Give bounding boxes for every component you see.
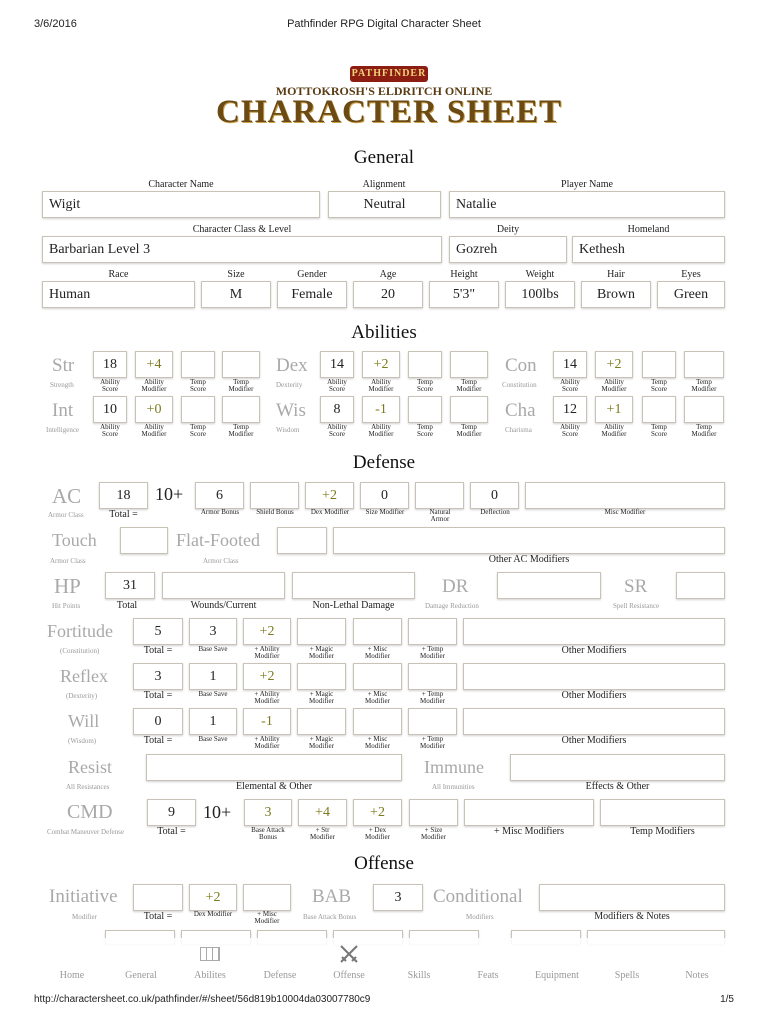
cmd-temp[interactable] xyxy=(600,799,725,826)
eyes-field[interactable]: Green xyxy=(657,281,725,308)
sr-abbr: SR xyxy=(624,576,648,597)
initiative-dex[interactable]: +2 xyxy=(189,884,237,911)
conditional-abbr: Conditional xyxy=(433,886,523,907)
ac-abbr: AC xyxy=(52,484,82,508)
wis-mod-label: Ability Modifier xyxy=(368,423,394,438)
fortitude-misc[interactable] xyxy=(353,618,402,645)
cha-abbr: Cha xyxy=(505,400,536,421)
ac-total-label: Total = xyxy=(109,509,138,520)
section-offense: Offense xyxy=(354,853,414,874)
immune-name: All Immunities xyxy=(432,783,475,791)
reflex-total-label: Total = xyxy=(143,690,173,701)
cha-score[interactable]: 12 xyxy=(553,396,587,423)
cha-mod-label: Ability Modifier xyxy=(601,423,627,438)
character-name-field[interactable]: Wigit xyxy=(42,191,320,218)
size-label: Size xyxy=(227,269,245,280)
nav-general[interactable]: General xyxy=(125,970,157,981)
cha-name: Charisma xyxy=(505,426,532,434)
ac-size-mod[interactable]: 0 xyxy=(360,482,409,509)
will-total[interactable]: 0 xyxy=(133,708,183,735)
int-mod[interactable]: +0 xyxy=(135,396,173,423)
dex-tscore-label: Temp Score xyxy=(417,378,433,393)
int-score-label: Ability Score xyxy=(100,423,120,438)
hp-abbr: HP xyxy=(54,574,81,598)
fortitude-total-label: Total = xyxy=(143,645,173,656)
reflex-other[interactable] xyxy=(463,663,725,690)
gender-label: Gender xyxy=(297,269,327,280)
dex-name: Dexterity xyxy=(276,381,303,389)
initiative-abbr: Initiative xyxy=(49,886,118,907)
gender-field[interactable]: Female xyxy=(277,281,347,308)
cmd-size[interactable] xyxy=(409,799,458,826)
race-field[interactable]: Human xyxy=(42,281,195,308)
eyes-label: Eyes xyxy=(681,269,701,280)
int-tscore-label: Temp Score xyxy=(190,423,206,438)
nav-spells[interactable]: Spells xyxy=(614,970,640,981)
will-name: (Wisdom) xyxy=(68,737,97,745)
fortitude-abbr: Fortitude xyxy=(47,621,113,641)
dex-temp-mod[interactable] xyxy=(450,351,488,378)
section-defense: Defense xyxy=(352,452,416,473)
con-name: Constitution xyxy=(502,381,537,389)
cha-temp-score[interactable] xyxy=(642,396,676,423)
cmd-dex[interactable]: +2 xyxy=(353,799,402,826)
will-base[interactable]: 1 xyxy=(189,708,237,735)
print-title: Pathfinder RPG Digital Character Sheet xyxy=(287,18,481,30)
reflex-base[interactable]: 1 xyxy=(189,663,237,690)
weight-label: Weight xyxy=(525,269,555,280)
dr-abbr: DR xyxy=(442,576,469,597)
wis-name: Wisdom xyxy=(276,426,300,434)
reflex-ability[interactable]: +2 xyxy=(243,663,291,690)
will-abbr: Will xyxy=(68,711,100,731)
abilities-icon xyxy=(200,947,220,961)
class-level-field[interactable]: Barbarian Level 3 xyxy=(42,236,442,263)
hair-label: Hair xyxy=(607,269,625,280)
cha-tmod-label: Temp Modifier xyxy=(691,423,717,438)
will-other[interactable] xyxy=(463,708,725,735)
bab-name: Base Attack Bonus xyxy=(303,913,357,921)
int-mod-label: Ability Modifier xyxy=(141,423,167,438)
wis-tscore-label: Temp Score xyxy=(417,423,433,438)
alignment-field[interactable]: Neutral xyxy=(328,191,441,218)
fortitude-other-label: Other Modifiers xyxy=(561,645,627,656)
reflex-temp[interactable] xyxy=(408,663,457,690)
con-score-label: Ability Score xyxy=(560,378,580,393)
ac-natural-label: Natural Armor xyxy=(429,508,451,523)
ac-total[interactable]: 18 xyxy=(99,482,148,509)
reflex-magic[interactable] xyxy=(297,663,346,690)
immune-label: Effects & Other xyxy=(585,781,650,792)
section-abilities: Abilities xyxy=(351,322,417,343)
str-score[interactable]: 18 xyxy=(93,351,127,378)
other-ac-field[interactable] xyxy=(333,527,725,554)
reflex-abbr: Reflex xyxy=(60,666,108,686)
dex-score[interactable]: 14 xyxy=(320,351,354,378)
dex-mod[interactable]: +2 xyxy=(362,351,400,378)
nav-notes[interactable]: Notes xyxy=(685,970,709,981)
cha-tscore-label: Temp Score xyxy=(651,423,667,438)
nav-abilities[interactable]: Abilites xyxy=(194,970,226,981)
touch-field[interactable] xyxy=(120,527,168,554)
other-ac-label: Other AC Modifiers xyxy=(488,554,570,565)
cmd-misc[interactable] xyxy=(464,799,594,826)
height-label: Height xyxy=(450,269,478,280)
con-score[interactable]: 14 xyxy=(553,351,587,378)
str-score-label: Ability Score xyxy=(100,378,120,393)
class-level-label: Character Class & Level xyxy=(192,224,292,235)
ac-size-label: Size Modifier xyxy=(365,508,405,516)
fortitude-name: (Constitution) xyxy=(60,647,100,655)
will-misc[interactable] xyxy=(353,708,402,735)
print-url[interactable]: http://charactersheet.co.uk/pathfinder/#/sheet/56d819b10004da03007780c9 xyxy=(34,994,371,1005)
str-abbr: Str xyxy=(52,355,75,376)
dex-mod-label: Ability Modifier xyxy=(368,378,394,393)
resist-label: Elemental & Other xyxy=(235,781,313,792)
con-mod-label: Ability Modifier xyxy=(601,378,627,393)
fortitude-other[interactable] xyxy=(463,618,725,645)
fortitude-misc-label: + Misc Modifier xyxy=(365,645,390,660)
ac-shield-bonus[interactable] xyxy=(250,482,299,509)
ac-misc-mod[interactable] xyxy=(525,482,725,509)
nav-feats[interactable]: Feats xyxy=(477,970,499,981)
bab-abbr: BAB xyxy=(312,886,352,907)
will-misc-label: + Misc Modifier xyxy=(365,735,390,750)
cmd-bab[interactable]: 3 xyxy=(244,799,292,826)
player-name-label: Player Name xyxy=(561,179,613,190)
resist-name: All Resistances xyxy=(66,783,110,791)
immune-abbr: Immune xyxy=(424,757,484,777)
conditional-field[interactable] xyxy=(539,884,725,911)
ac-armor-bonus[interactable]: 6 xyxy=(195,482,244,509)
str-temp-score[interactable] xyxy=(181,351,215,378)
reflex-other-label: Other Modifiers xyxy=(561,690,627,701)
con-temp-score[interactable] xyxy=(642,351,676,378)
initiative-total-label: Total = xyxy=(143,911,173,922)
fortitude-temp-label: + Temp Modifier xyxy=(420,645,445,660)
fortitude-magic-label: + Magic Modifier xyxy=(309,645,334,660)
race-label: Race xyxy=(108,269,129,280)
int-temp-mod[interactable] xyxy=(222,396,260,423)
crossed-swords-icon xyxy=(338,943,360,965)
resist-abbr: Resist xyxy=(68,757,113,777)
ac-name: Armor Class xyxy=(48,511,84,519)
logo-subtitle: MOTTOKROSH'S ELDRITCH ONLINE xyxy=(275,84,493,98)
dr-field[interactable] xyxy=(497,572,601,599)
cha-score-label: Ability Score xyxy=(560,423,580,438)
fortitude-magic[interactable] xyxy=(297,618,346,645)
cmd-base: 10+ xyxy=(203,802,232,822)
wis-temp-mod[interactable] xyxy=(450,396,488,423)
fortitude-base[interactable]: 3 xyxy=(189,618,237,645)
fortitude-total[interactable]: 5 xyxy=(133,618,183,645)
str-tscore-label: Temp Score xyxy=(190,378,206,393)
will-magic-label: + Magic Modifier xyxy=(309,735,334,750)
bab-field[interactable]: 3 xyxy=(373,884,423,911)
cmd-total[interactable]: 9 xyxy=(147,799,196,826)
initiative-misc-label: + Misc Modifier xyxy=(254,910,280,925)
character-name-label: Character Name xyxy=(148,179,214,190)
player-name-field[interactable]: Natalie xyxy=(449,191,725,218)
dr-name: Damage Reduction xyxy=(425,602,479,610)
int-score[interactable]: 10 xyxy=(93,396,127,423)
will-total-label: Total = xyxy=(143,735,173,746)
nav-equipment[interactable]: Equipment xyxy=(535,970,579,981)
hp-wounds-field[interactable] xyxy=(162,572,285,599)
resist-field[interactable] xyxy=(146,754,402,781)
nav-defense[interactable]: Defense xyxy=(263,970,297,981)
con-tscore-label: Temp Score xyxy=(651,378,667,393)
hp-wounds-label: Wounds/Current xyxy=(190,600,257,611)
cha-mod[interactable]: +1 xyxy=(595,396,633,423)
alignment-label: Alignment xyxy=(362,179,406,190)
age-field[interactable]: 20 xyxy=(353,281,423,308)
will-ability[interactable]: -1 xyxy=(243,708,291,735)
pathfinder-logo: PATHFINDER xyxy=(350,66,428,82)
deity-label: Deity xyxy=(496,224,520,235)
ac-base: 10+ xyxy=(155,484,184,504)
initiative-total[interactable] xyxy=(133,884,183,911)
will-other-label: Other Modifiers xyxy=(561,735,627,746)
fortitude-temp[interactable] xyxy=(408,618,457,645)
hp-nonlethal-field[interactable] xyxy=(292,572,415,599)
hp-nonlethal-label: Non-Lethal Damage xyxy=(312,600,395,611)
ac-natural-armor[interactable] xyxy=(415,482,464,509)
homeland-field[interactable]: Kethesh xyxy=(572,236,725,263)
fortitude-base-label: Base Save xyxy=(198,645,228,653)
homeland-label: Homeland xyxy=(627,224,670,235)
nav-skills[interactable]: Skills xyxy=(407,970,431,981)
str-name: Strength xyxy=(50,381,74,389)
flat-footed-name: Armor Class xyxy=(203,557,239,565)
conditional-label: Modifiers & Notes xyxy=(594,911,670,922)
hp-name: Hit Points xyxy=(52,602,81,610)
immune-field[interactable] xyxy=(510,754,725,781)
hp-total[interactable]: 31 xyxy=(105,572,155,599)
cmd-bab-label: Base Attack Bonus xyxy=(251,826,285,841)
reflex-total[interactable]: 3 xyxy=(133,663,183,690)
wis-temp-score[interactable] xyxy=(408,396,442,423)
cmd-name: Combat Maneuver Defense xyxy=(47,828,124,836)
will-magic[interactable] xyxy=(297,708,346,735)
wis-abbr: Wis xyxy=(276,400,306,421)
int-tmod-label: Temp Modifier xyxy=(228,423,254,438)
cha-temp-mod[interactable] xyxy=(684,396,724,423)
ac-shield-label: Shield Bonus xyxy=(256,508,294,516)
size-field[interactable]: M xyxy=(201,281,271,308)
sr-name: Spell Resistance xyxy=(613,602,660,610)
dex-abbr: Dex xyxy=(276,355,308,376)
cmd-str-label: + Str Modifier xyxy=(310,826,335,841)
print-page-number: 1/5 xyxy=(720,994,734,1005)
fortitude-ability-label: + Ability Modifier xyxy=(254,645,280,660)
wis-tmod-label: Temp Modifier xyxy=(456,423,482,438)
cmd-temp-label: Temp Modifiers xyxy=(630,826,695,837)
reflex-ability-label: + Ability Modifier xyxy=(254,690,280,705)
str-tmod-label: Temp Modifier xyxy=(228,378,254,393)
fortitude-ability[interactable]: +2 xyxy=(243,618,291,645)
str-temp-mod[interactable] xyxy=(222,351,260,378)
flat-footed-abbr: Flat-Footed xyxy=(176,530,260,550)
reflex-base-label: Base Save xyxy=(198,690,228,698)
ac-deflection[interactable]: 0 xyxy=(470,482,519,509)
print-date: 3/6/2016 xyxy=(34,18,77,30)
will-temp-label: + Temp Modifier xyxy=(420,735,445,750)
wis-score[interactable]: 8 xyxy=(320,396,354,423)
ac-misc-label: Misc Modifier xyxy=(604,508,646,516)
will-temp[interactable] xyxy=(408,708,457,735)
dex-tmod-label: Temp Modifier xyxy=(456,378,482,393)
age-label: Age xyxy=(379,269,397,280)
reflex-name: (Dexterity) xyxy=(66,692,98,700)
initiative-dex-label: Dex Modifier xyxy=(193,910,233,918)
will-base-label: Base Save xyxy=(198,735,228,743)
section-general: General xyxy=(353,147,415,168)
reflex-misc[interactable] xyxy=(353,663,402,690)
initiative-name: Modifier xyxy=(72,913,97,921)
cmd-total-label: Total = xyxy=(157,826,186,837)
ac-dex-mod[interactable]: +2 xyxy=(305,482,354,509)
wis-score-label: Ability Score xyxy=(327,423,347,438)
conditional-name: Modifiers xyxy=(466,913,494,921)
int-name: Intelligence xyxy=(46,426,80,434)
ac-armor-label: Armor Bonus xyxy=(200,508,240,516)
cmd-str[interactable]: +4 xyxy=(298,799,347,826)
con-abbr: Con xyxy=(505,355,537,376)
dex-score-label: Ability Score xyxy=(327,378,347,393)
cmd-abbr: CMD xyxy=(67,801,113,823)
weight-field[interactable]: 100lbs xyxy=(505,281,575,308)
reflex-magic-label: + Magic Modifier xyxy=(309,690,334,705)
ac-dex-label: Dex Modifier xyxy=(310,508,350,516)
logo-title: CHARACTER SHEET xyxy=(216,94,562,130)
str-mod-label: Ability Modifier xyxy=(141,378,167,393)
dex-temp-score[interactable] xyxy=(408,351,442,378)
ac-deflection-label: Deflection xyxy=(480,508,510,516)
str-mod[interactable]: +4 xyxy=(135,351,173,378)
hp-total-label: Total xyxy=(116,600,138,611)
cmd-dex-label: + Dex Modifier xyxy=(365,826,390,841)
nav-home[interactable]: Home xyxy=(59,970,85,981)
height-field[interactable]: 5'3" xyxy=(429,281,499,308)
con-tmod-label: Temp Modifier xyxy=(691,378,717,393)
int-abbr: Int xyxy=(52,400,74,421)
reflex-misc-label: + Misc Modifier xyxy=(365,690,390,705)
con-mod[interactable]: +2 xyxy=(595,351,633,378)
touch-name: Armor Class xyxy=(50,557,86,565)
initiative-misc[interactable] xyxy=(243,884,291,911)
wis-mod[interactable]: -1 xyxy=(362,396,400,423)
flat-footed-field[interactable] xyxy=(277,527,327,554)
sr-field[interactable] xyxy=(676,572,725,599)
touch-abbr: Touch xyxy=(52,530,97,550)
con-temp-mod[interactable] xyxy=(684,351,724,378)
cmd-misc-label: + Misc Modifiers xyxy=(493,826,565,837)
hair-field[interactable]: Brown xyxy=(581,281,651,308)
will-ability-label: + Ability Modifier xyxy=(254,735,280,750)
reflex-temp-label: + Temp Modifier xyxy=(420,690,445,705)
deity-field[interactable]: Gozreh xyxy=(449,236,567,263)
int-temp-score[interactable] xyxy=(181,396,215,423)
cmd-size-label: + Size Modifier xyxy=(421,826,446,841)
nav-offense[interactable]: Offense xyxy=(333,970,365,981)
